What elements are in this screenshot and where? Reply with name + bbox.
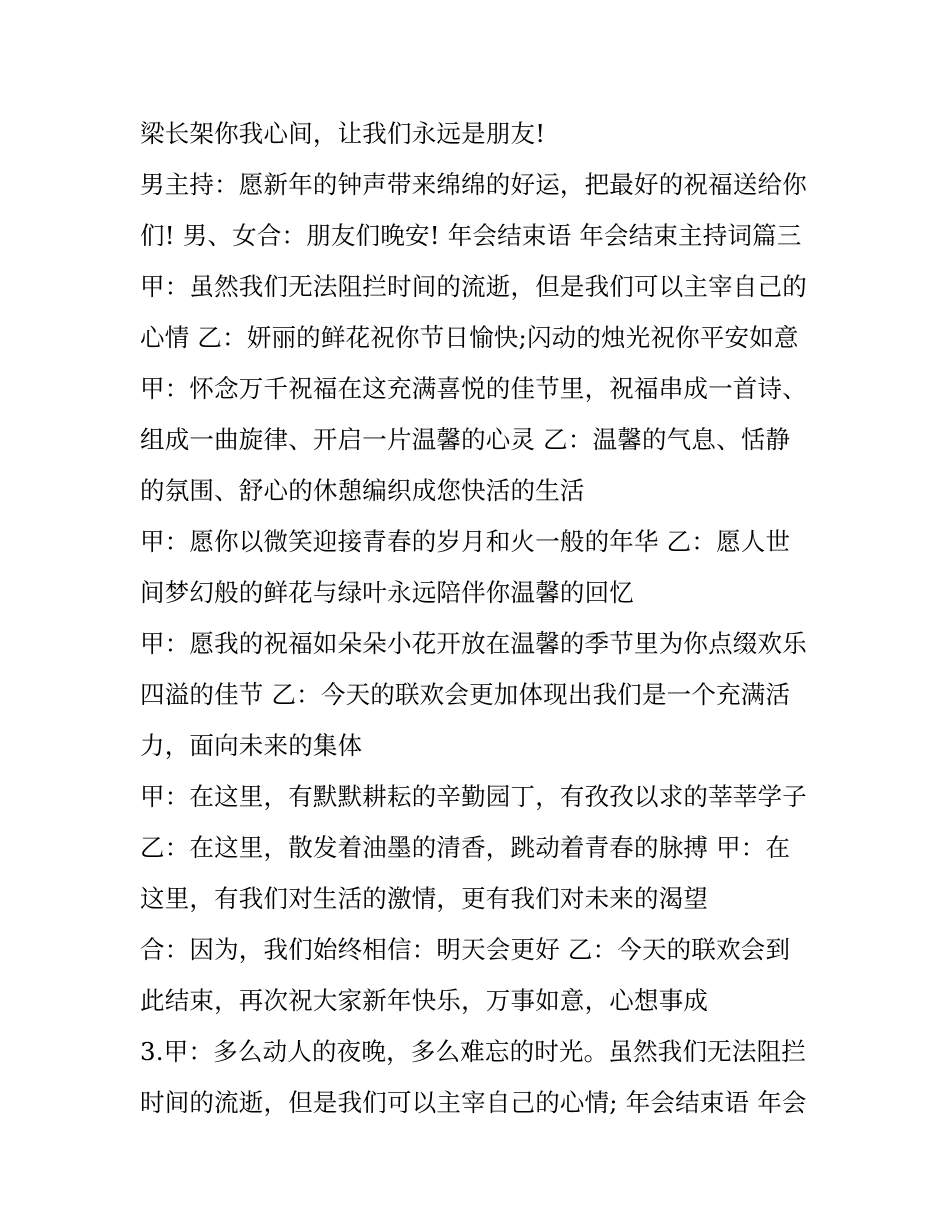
text-line: 时间的流逝，但是我们可以主宰自己的心情; 年会结束语 年会 bbox=[140, 1088, 807, 1117]
text-line: 们! 男、女合：朋友们晚安! 年会结束语 年会结束主持词篇三 bbox=[140, 221, 802, 250]
text-line: 男主持：愿新年的钟声带来绵绵的好运，把最好的祝福送给你 bbox=[140, 170, 807, 199]
text-line: 力，面向未来的集体 bbox=[140, 731, 363, 760]
text-line: 甲：怀念万千祝福在这充满喜悦的佳节里，祝福串成一首诗、 bbox=[140, 374, 807, 403]
text-line: 四溢的佳节 乙：今天的联欢会更加体现出我们是一个充满活 bbox=[140, 680, 791, 709]
text-line: 合：因为，我们始终相信：明天会更好 乙：今天的联欢会到 bbox=[140, 935, 791, 964]
text-line: 甲：在这里，有默默耕耘的辛勤园丁，有孜孜以求的莘莘学子 bbox=[140, 782, 807, 811]
text-line: 心情 乙：妍丽的鲜花祝你节日愉快;闪动的烛光祝你平安如意 bbox=[140, 323, 799, 352]
text-line: 组成一曲旋律、开启一片温馨的心灵 乙：温馨的气息、恬静 bbox=[140, 425, 791, 454]
text-line: 间梦幻般的鲜花与绿叶永远陪伴你温馨的回忆 bbox=[140, 578, 634, 607]
text-line: 3.甲：多么动人的夜晚，多么难忘的时光。虽然我们无法阻拦 bbox=[140, 1037, 806, 1066]
text-line: 此结束，再次祝大家新年快乐，万事如意，心想事成 bbox=[140, 986, 709, 1015]
text-line: 甲：愿我的祝福如朵朵小花开放在温馨的季节里为你点缀欢乐 bbox=[140, 629, 807, 658]
text-line: 甲：虽然我们无法阻拦时间的流逝，但是我们可以主宰自己的 bbox=[140, 272, 807, 301]
text-line: 乙：在这里，散发着油墨的清香，跳动着青春的脉搏 甲：在 bbox=[140, 833, 791, 862]
document-body bbox=[140, 108, 830, 1128]
text-line: 这里，有我们对生活的激情，更有我们对未来的渴望 bbox=[140, 884, 709, 913]
text-line: 梁长架你我心间，让我们永远是朋友! bbox=[140, 119, 546, 148]
text-line: 的氛围、舒心的休憩编织成您快活的生活 bbox=[140, 476, 585, 505]
text-line: 甲：愿你以微笑迎接青春的岁月和火一般的年华 乙：愿人世 bbox=[140, 527, 791, 556]
